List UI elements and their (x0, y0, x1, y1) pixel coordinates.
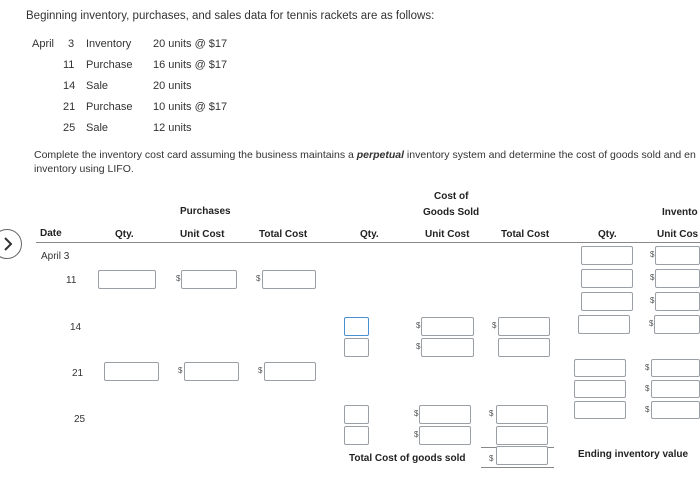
inventory-qty-input[interactable] (578, 315, 630, 334)
row-type: Purchase (86, 59, 133, 71)
row-day: 14 (63, 80, 76, 92)
dollar-sign: $ (178, 366, 183, 375)
cogs-qty-input[interactable] (344, 338, 369, 357)
row-day: 3 (68, 38, 75, 50)
row-qty: 16 units @ $17 (153, 59, 228, 71)
inventory-qty-input[interactable] (581, 269, 633, 288)
inventory-qty-input[interactable] (581, 292, 633, 311)
row-qty: 10 units @ $17 (153, 101, 228, 113)
total-underline (481, 467, 554, 468)
total-cogs-label: Total Cost of goods sold (349, 453, 466, 464)
purchase-unit-cost-input[interactable] (184, 362, 239, 381)
row-type: Sale (86, 80, 109, 92)
dollar-sign: $ (258, 366, 263, 375)
row-type: Sale (86, 122, 109, 134)
problem-intro: Beginning inventory, purchases, and sales data for tennis rackets are as follows: (26, 10, 435, 22)
dollar-sign: $ (414, 430, 419, 439)
inventory-unit-cost-input[interactable] (651, 380, 700, 398)
row-type: Purchase (86, 101, 133, 113)
date-11: 11 (66, 275, 77, 286)
dollar-sign: $ (489, 409, 494, 418)
cogs-unit-cost-input[interactable] (421, 317, 474, 336)
row-type: Inventory (86, 38, 132, 50)
inventory-qty-input[interactable] (574, 401, 626, 419)
cogs-total-cost-input[interactable] (498, 338, 550, 357)
inventory-unit-cost-input[interactable] (655, 246, 700, 265)
col-cogs-unit-cost: Unit Cost (425, 229, 470, 240)
dollar-sign: $ (650, 250, 655, 259)
purchases-header: Purchases (180, 206, 231, 217)
cogs-header-line2: Goods Sold (423, 207, 480, 218)
purchase-unit-cost-input[interactable] (181, 270, 237, 289)
instruction-text: Complete the inventory cost card assuming the business maintains a (34, 149, 357, 161)
dollar-sign: $ (645, 405, 650, 414)
inventory-qty-input[interactable] (574, 359, 626, 377)
col-purchases-total-cost: Total Cost (259, 229, 308, 240)
inventory-unit-cost-input[interactable] (655, 269, 700, 288)
inventory-qty-input[interactable] (581, 246, 633, 265)
dollar-sign: $ (492, 321, 497, 330)
dollar-sign: $ (650, 273, 655, 282)
dollar-sign: $ (416, 342, 421, 351)
col-purchases-unit-cost: Unit Cost (180, 229, 225, 240)
row-day: 11 (63, 59, 75, 71)
instruction-emphasis: perpetual (356, 149, 405, 161)
dollar-sign: $ (489, 454, 494, 463)
instruction (34, 148, 700, 176)
instruction-text: inventory using LIFO. (34, 163, 134, 175)
row-qty: 12 units (153, 122, 192, 134)
instruction-text: inventory system and determine the cost of goods sold and en (404, 149, 696, 161)
dollar-sign: $ (414, 409, 419, 418)
cogs-total-cost-input[interactable] (498, 317, 550, 336)
inventory-unit-cost-input[interactable] (654, 315, 700, 334)
purchase-qty-input[interactable] (98, 270, 156, 289)
col-date: Date (40, 228, 62, 239)
dollar-sign: $ (416, 321, 421, 330)
row-qty: 20 units @ $17 (153, 38, 228, 50)
dollar-sign: $ (645, 363, 650, 372)
dollar-sign: $ (256, 274, 261, 283)
inventory-unit-cost-input[interactable] (651, 359, 700, 377)
col-purchases-qty: Qty. (115, 229, 134, 240)
col-inventory-qty: Qty. (598, 229, 617, 240)
dollar-sign: $ (650, 296, 655, 305)
purchase-total-cost-input[interactable] (264, 362, 316, 381)
row-day: 21 (63, 101, 76, 113)
cogs-qty-input[interactable] (344, 317, 369, 336)
col-inventory-unit-cost: Unit Cos (657, 229, 699, 240)
ending-inventory-label: Ending inventory value (578, 449, 689, 460)
col-cogs-qty: Qty. (360, 229, 379, 240)
date-25: 25 (74, 414, 86, 425)
total-cogs-input[interactable] (496, 446, 548, 465)
cogs-qty-input[interactable] (344, 426, 369, 445)
date-14: 14 (70, 322, 82, 333)
dollar-sign: $ (176, 274, 181, 283)
dollar-sign: $ (649, 319, 654, 328)
purchase-total-cost-input[interactable] (262, 270, 316, 289)
cogs-total-cost-input[interactable] (496, 426, 548, 445)
purchase-qty-input[interactable] (104, 362, 159, 381)
cogs-unit-cost-input[interactable] (419, 405, 471, 424)
cogs-unit-cost-input[interactable] (419, 426, 471, 445)
cogs-total-cost-input[interactable] (496, 405, 548, 424)
cogs-unit-cost-input[interactable] (421, 338, 474, 357)
row-day: 25 (63, 122, 76, 134)
date-april-3: April 3 (41, 251, 70, 262)
dollar-sign: $ (645, 384, 650, 393)
cogs-header-line1: Cost of (434, 191, 469, 202)
col-cogs-total-cost: Total Cost (501, 229, 550, 240)
row-month: April (32, 38, 55, 50)
row-qty: 20 units (153, 80, 192, 92)
date-21: 21 (72, 368, 84, 379)
chevron-right-icon[interactable] (0, 229, 22, 259)
inventory-header: Invento (662, 207, 698, 218)
inventory-unit-cost-input[interactable] (655, 292, 700, 311)
cogs-qty-input[interactable] (344, 405, 369, 424)
inventory-qty-input[interactable] (574, 380, 626, 398)
inventory-unit-cost-input[interactable] (651, 401, 700, 419)
header-divider (36, 242, 700, 243)
